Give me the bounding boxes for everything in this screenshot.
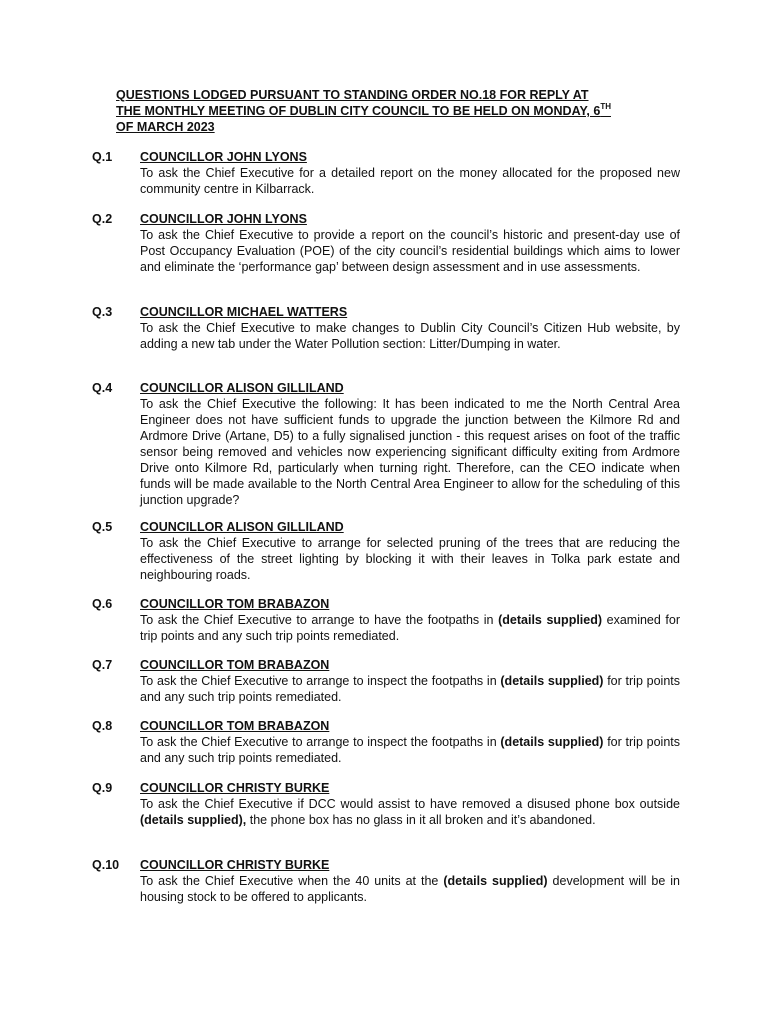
question-item bbox=[92, 519, 680, 583]
heading-line-2: THE MONTHLY MEETING OF DUBLIN CITY COUNCIL TO BE HELD ON MONDAY, 6 bbox=[116, 104, 601, 118]
question-number: Q.5 bbox=[92, 520, 113, 534]
question-number: Q.1 bbox=[92, 150, 113, 164]
question-text-end: the phone box has no glass in it all broken and it’s abandoned. bbox=[246, 813, 596, 827]
question-number: Q.6 bbox=[92, 597, 113, 611]
question-number: Q.8 bbox=[92, 719, 113, 733]
question-item bbox=[92, 780, 680, 828]
question-item bbox=[92, 304, 680, 352]
heading-superscript: TH bbox=[600, 102, 611, 111]
details-supplied: (details supplied) bbox=[500, 735, 604, 749]
question-text-start: To ask the Chief Executive to arrange to inspect the footpaths in bbox=[140, 735, 501, 749]
details-supplied: (details supplied) bbox=[443, 874, 548, 888]
question-item bbox=[92, 211, 680, 275]
councillor-name: COUNCILLOR MICHAEL WATTERS bbox=[140, 305, 348, 319]
question-text: To ask the Chief Executive to arrange for selected pruning of the trees that are reducing the effectiveness of the street lighting by blocking it with their leaves in Tolka park estate and neighbouring roads. bbox=[140, 536, 680, 582]
question-text-end: for trip points and any such trip points remediated. bbox=[140, 735, 680, 765]
heading-line-1: QUESTIONS LODGED PURSUANT TO STANDING ORDER NO.18 FOR REPLY AT bbox=[116, 88, 589, 102]
question-number: Q.4 bbox=[92, 381, 113, 395]
details-supplied: (details supplied), bbox=[140, 813, 247, 827]
question-number: Q.2 bbox=[92, 212, 113, 226]
question-number: Q.9 bbox=[92, 781, 113, 795]
question-item bbox=[92, 149, 680, 197]
question-number: Q.7 bbox=[92, 658, 113, 672]
councillor-name: COUNCILLOR TOM BRABAZON bbox=[140, 719, 330, 733]
councillor-name: COUNCILLOR TOM BRABAZON bbox=[140, 597, 330, 611]
councillor-name: COUNCILLOR CHRISTY BURKE bbox=[140, 858, 330, 872]
heading-line-3: OF MARCH 2023 bbox=[116, 120, 215, 134]
question-text: To ask the Chief Executive for a detailed report on the money allocated for the proposed new community centre in Kilbarrack. bbox=[140, 166, 680, 196]
question-item bbox=[92, 596, 680, 644]
councillor-name: COUNCILLOR ALISON GILLILAND bbox=[140, 520, 344, 534]
question-text-end: examined for trip points and any such trip points remediated. bbox=[140, 613, 681, 643]
question-item bbox=[92, 380, 680, 508]
question-text-start: To ask the Chief Executive to arrange to inspect the footpaths in bbox=[140, 674, 501, 688]
question-number: Q.3 bbox=[92, 305, 113, 319]
question-item bbox=[92, 857, 680, 905]
councillor-name: COUNCILLOR ALISON GILLILAND bbox=[140, 381, 344, 395]
details-supplied: (details supplied) bbox=[500, 674, 604, 688]
councillor-name: COUNCILLOR JOHN LYONS bbox=[140, 150, 307, 164]
question-text: To ask the Chief Executive to make changes to Dublin City Council’s Citizen Hub website, by adding a new tab under the Water Pollution section: Litter/Dumping in water. bbox=[140, 321, 680, 351]
question-text-start: To ask the Chief Executive to arrange to have the footpaths in bbox=[140, 613, 499, 627]
question-text: To ask the Chief Executive the following: It has been indicated to me the North Central Area Engineer does not have sufficient funds to upgrade the junction between the Kilmore Rd and Ardmore Drive (Artane, D5) to a fully signalised junction - this request arises on foot of the traffic sensor being removed and vehicles now experiencing significant difficulty exiting from Ardmore Drive onto Kilmore Rd, particularly when turning right. Therefore, can the CEO indicate when funds will be made available to the North Central Area Engineer to allow for the scheduling of this junction upgrade? bbox=[140, 397, 680, 507]
councillor-name: COUNCILLOR JOHN LYONS bbox=[140, 212, 307, 226]
councillor-name: COUNCILLOR TOM BRABAZON bbox=[140, 658, 330, 672]
document-heading bbox=[116, 87, 680, 135]
question-text-start: To ask the Chief Executive if DCC would assist to have removed a disused phone box outside bbox=[140, 797, 680, 811]
question-text-end: for trip points and any such trip points remediated. bbox=[140, 674, 680, 704]
question-text-end: development will be in housing stock to be offered to applicants. bbox=[140, 874, 680, 904]
question-text: To ask the Chief Executive to provide a report on the council’s historic and present-day use of Post Occupancy Evaluation (POE) of the city council’s residential buildings which aims to lower and eliminate the ‘performance gap’ between design assessment and in use assessments. bbox=[140, 228, 680, 274]
question-text-start: To ask the Chief Executive when the 40 units at the bbox=[140, 874, 444, 888]
question-number: Q.10 bbox=[92, 858, 120, 872]
question-item bbox=[92, 657, 680, 705]
councillor-name: COUNCILLOR CHRISTY BURKE bbox=[140, 781, 330, 795]
question-item bbox=[92, 718, 680, 766]
details-supplied: (details supplied) bbox=[498, 613, 603, 627]
